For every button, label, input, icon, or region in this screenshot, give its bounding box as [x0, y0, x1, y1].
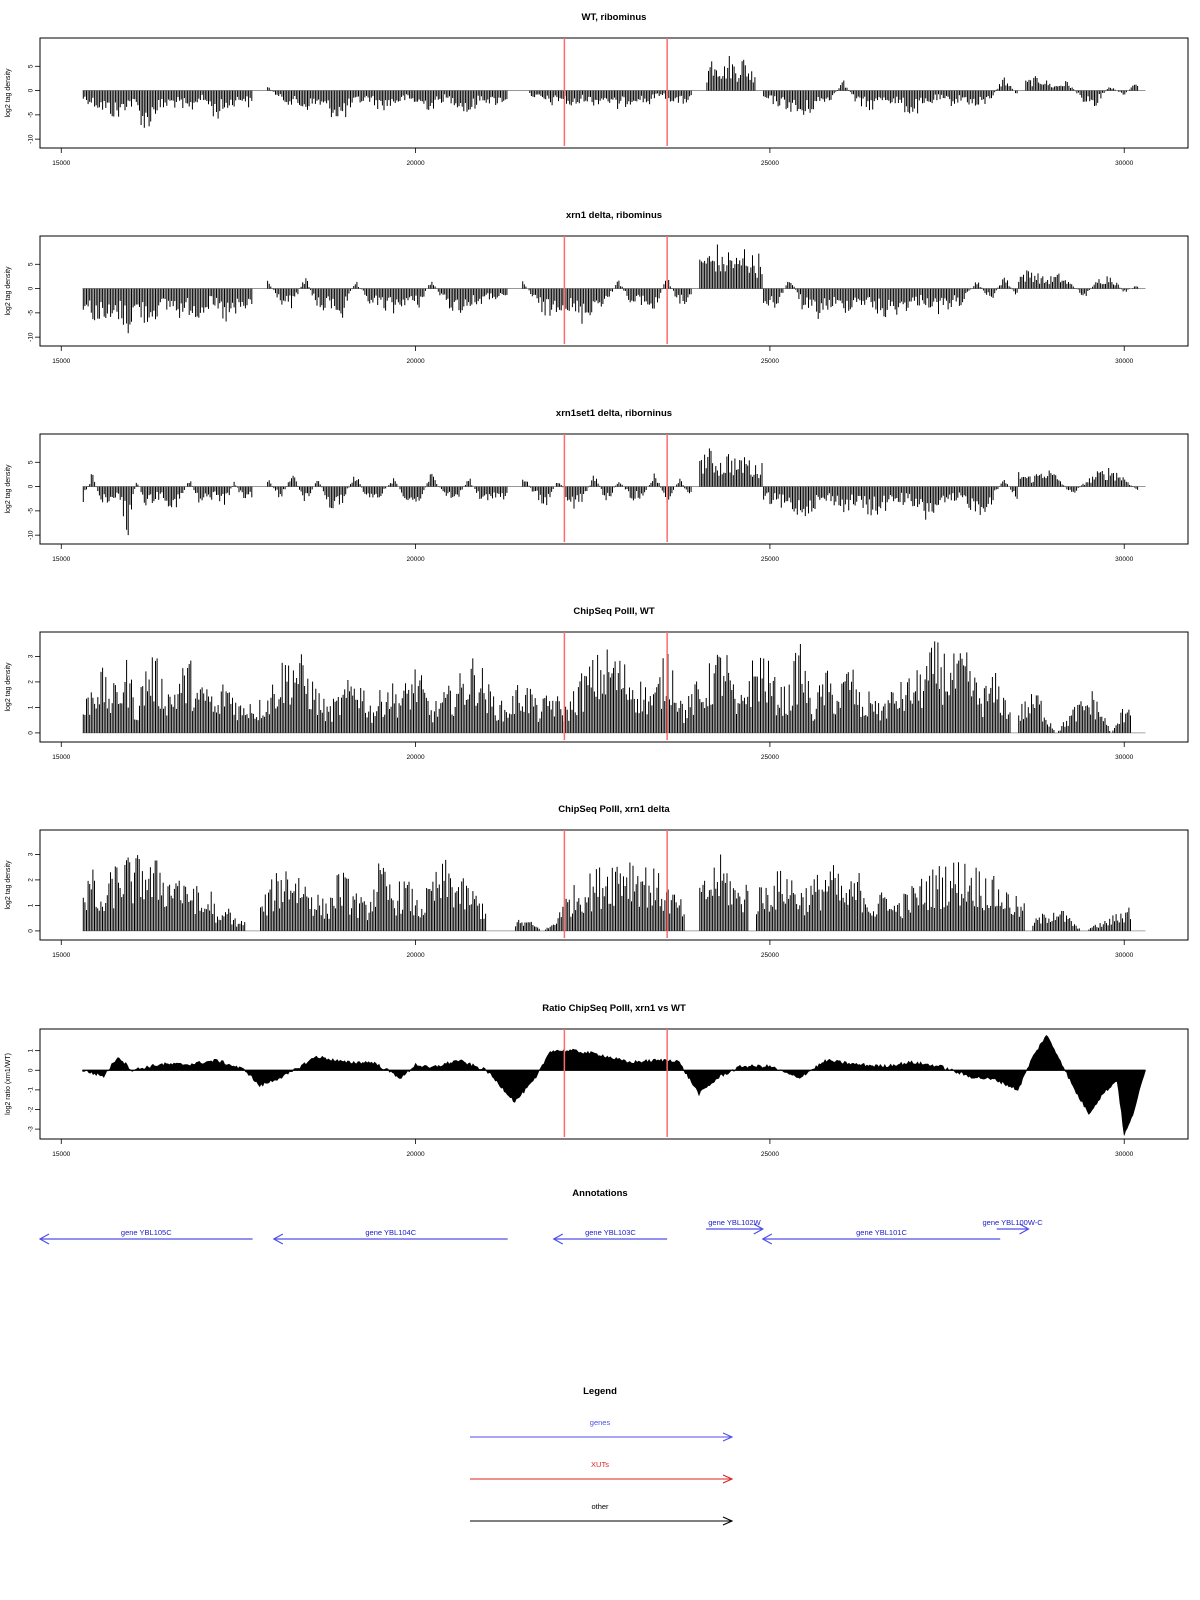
x-tick-label: 30000 — [1115, 358, 1134, 365]
annotations-panel — [40, 1188, 1043, 1244]
bar-series-6 — [1019, 691, 1131, 733]
x-tick-label: 30000 — [1115, 160, 1134, 167]
x-tick-label: 20000 — [406, 754, 425, 761]
y-tick-label: -10 — [27, 530, 35, 540]
legend-label: genes — [589, 1418, 611, 1427]
y-tick-label: 2 — [27, 878, 35, 882]
gene-annotation — [706, 1218, 763, 1234]
x-tick-label: 15000 — [52, 556, 71, 563]
bar-series-6 — [1026, 76, 1138, 106]
bar-series-4 — [707, 56, 755, 91]
bar-series-1 — [83, 289, 252, 334]
y-tick-label: 3 — [27, 654, 35, 659]
gene-label: gene YBL103C — [585, 1228, 636, 1237]
bar-series-2 — [253, 654, 535, 733]
y-tick-label: -5 — [27, 111, 35, 118]
gene-annotation — [40, 1228, 253, 1244]
y-tick-label: -5 — [27, 309, 35, 316]
x-tick-label: 30000 — [1115, 1151, 1134, 1158]
x-tick-label: 25000 — [760, 754, 779, 761]
bar-series-5 — [764, 78, 1018, 115]
x-tick-label: 15000 — [52, 754, 71, 761]
y-tick-label: -5 — [27, 507, 35, 514]
bar-series-1 — [83, 91, 252, 128]
y-tick-label: 0 — [27, 929, 35, 933]
bar-series-3 — [523, 474, 691, 509]
chart-panel-6 — [5, 1003, 1188, 1158]
chart-panel-2 — [5, 210, 1188, 365]
bar-series-1 — [83, 474, 252, 535]
legend-item — [470, 1418, 732, 1441]
bar-series-3 — [537, 650, 698, 733]
gene-label: gene YBL104C — [365, 1228, 417, 1237]
y-tick-label: 5 — [27, 262, 35, 267]
x-tick-label: 30000 — [1115, 754, 1134, 761]
legend-label: XUTs — [591, 1460, 609, 1469]
y-axis-label: log2 tag density — [5, 68, 12, 118]
bar-series-1 — [83, 855, 244, 931]
x-tick-label: 20000 — [406, 358, 425, 365]
bar-series-5 — [700, 855, 748, 931]
y-axis-label: log2 ratio (xrn1/WT) — [5, 1053, 12, 1115]
bar-series-1 — [83, 657, 252, 733]
legend-panel — [470, 1386, 732, 1525]
y-tick-label: 1 — [27, 705, 35, 710]
y-tick-label: -2 — [27, 1106, 35, 1113]
chart-title: xrn1 delta, ribominus — [565, 210, 663, 221]
x-tick-label: 20000 — [406, 1151, 425, 1158]
x-tick-label: 20000 — [406, 556, 425, 563]
y-tick-label: 0 — [27, 731, 35, 735]
chart-title: WT, ribominus — [581, 12, 647, 23]
y-tick-label: -10 — [27, 332, 35, 342]
gene-label: gene YBL100W-C — [982, 1218, 1043, 1227]
bar-series-4 — [558, 863, 684, 931]
x-tick-label: 15000 — [52, 160, 71, 167]
bar-series-2 — [268, 474, 507, 508]
chart-panel-3 — [5, 408, 1188, 563]
bar-series-4 — [700, 245, 762, 289]
bar-series-2 — [268, 87, 507, 117]
y-tick-label: 5 — [27, 64, 35, 69]
gene-annotation — [983, 1218, 1044, 1234]
x-tick-label: 15000 — [52, 952, 71, 959]
gene-label: gene YBL101C — [856, 1228, 907, 1237]
y-tick-label: 3 — [27, 852, 35, 857]
bar-series-3 — [523, 279, 691, 324]
chart-panel-4 — [5, 606, 1188, 761]
y-tick-label: 0 — [27, 484, 35, 489]
x-tick-label: 30000 — [1115, 952, 1134, 959]
y-tick-label: 1 — [27, 903, 35, 908]
y-tick-label: 0 — [27, 1068, 35, 1073]
chart-title: ChipSeq PolII, xrn1 delta — [558, 804, 670, 815]
y-tick-label: 1 — [27, 1048, 35, 1053]
x-tick-label: 25000 — [760, 160, 779, 167]
x-tick-label: 25000 — [760, 952, 779, 959]
y-tick-label: -10 — [27, 134, 35, 144]
chart-panel-5 — [5, 804, 1188, 959]
ratio-area — [83, 1035, 1146, 1135]
gene-label: gene YBL105C — [120, 1228, 172, 1237]
y-axis-label: log2 tag density — [5, 464, 12, 514]
chart-title: xrn1set1 delta, riborninus — [555, 408, 673, 419]
gene-annotation — [763, 1228, 1000, 1244]
y-axis-label: log2 tag density — [5, 266, 12, 316]
bar-series-6 — [757, 865, 890, 931]
y-tick-label: 0 — [27, 286, 35, 291]
y-tick-label: 2 — [27, 680, 35, 684]
chart-title: Ratio ChipSeq PolII, xrn1 vs WT — [542, 1003, 686, 1014]
x-tick-label: 20000 — [406, 160, 425, 167]
x-tick-label: 25000 — [760, 1151, 779, 1158]
legend-item — [470, 1502, 732, 1525]
bar-series-7 — [891, 862, 1024, 931]
chart-title: ChipSeq PolII, WT — [573, 606, 655, 617]
bar-series-4 — [700, 644, 876, 733]
gene-annotation — [554, 1228, 667, 1244]
annotations-title: Annotations — [572, 1188, 628, 1199]
x-tick-label: 25000 — [760, 556, 779, 563]
chart-panel-1 — [5, 12, 1188, 167]
legend-label: other — [591, 1502, 609, 1511]
y-axis-label: log2 tag density — [5, 860, 12, 910]
bar-series-8 — [1033, 908, 1131, 931]
bar-series-2 — [261, 860, 486, 931]
y-axis-label: log2 tag density — [5, 662, 12, 712]
x-tick-label: 25000 — [760, 358, 779, 365]
bar-series-3 — [516, 920, 557, 931]
x-tick-label: 20000 — [406, 952, 425, 959]
x-tick-label: 30000 — [1115, 556, 1134, 563]
legend-title: Legend — [583, 1386, 617, 1397]
legend-item — [470, 1460, 732, 1483]
bar-series-5 — [877, 641, 1010, 733]
gene-label: gene YBL102W — [708, 1218, 761, 1227]
x-tick-label: 15000 — [52, 358, 71, 365]
y-tick-label: -1 — [27, 1086, 35, 1093]
y-tick-label: 5 — [27, 460, 35, 465]
bar-series-2 — [268, 278, 507, 317]
bar-series-6 — [1019, 468, 1138, 493]
x-tick-label: 15000 — [52, 1151, 71, 1158]
bar-series-5 — [764, 278, 1018, 319]
y-tick-label: 0 — [27, 88, 35, 93]
gene-annotation — [274, 1228, 508, 1244]
y-tick-label: -3 — [27, 1126, 35, 1133]
bar-series-4 — [700, 448, 762, 486]
bar-series-6 — [1019, 270, 1138, 296]
bar-series-5 — [764, 480, 1018, 520]
